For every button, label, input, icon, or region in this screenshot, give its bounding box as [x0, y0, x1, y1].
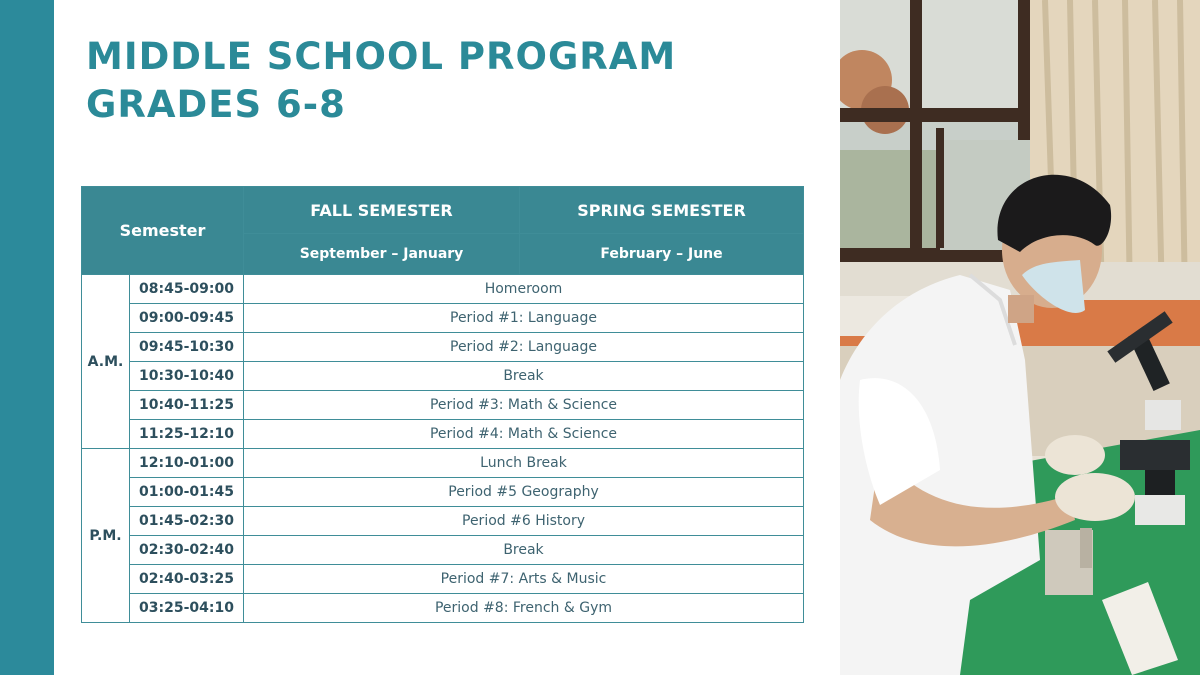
time-cell: 01:45-02:30 [130, 507, 244, 536]
time-cell: 11:25-12:10 [130, 420, 244, 449]
am-block-label: A.M. [82, 275, 130, 449]
table-row [82, 565, 804, 594]
subject-cell: Period #4: Math & Science [244, 420, 804, 449]
title-line-1: MIDDLE SCHOOL PROGRAM [86, 35, 677, 78]
title-line-2: GRADES 6-8 [86, 83, 346, 126]
table-row [82, 449, 804, 478]
time-cell: 08:45-09:00 [130, 275, 244, 304]
table-row [82, 275, 804, 304]
time-cell: 09:45-10:30 [130, 333, 244, 362]
subject-cell: Homeroom [244, 275, 804, 304]
table-row [82, 594, 804, 623]
time-cell: 10:40-11:25 [130, 391, 244, 420]
subject-cell: Period #7: Arts & Music [244, 565, 804, 594]
fall-semester-header: FALL SEMESTER [244, 187, 520, 234]
table-row [82, 304, 804, 333]
table-row [82, 478, 804, 507]
time-cell: 12:10-01:00 [130, 449, 244, 478]
subject-cell: Break [244, 362, 804, 391]
table-row [82, 391, 804, 420]
subject-cell: Lunch Break [244, 449, 804, 478]
time-cell: 03:25-04:10 [130, 594, 244, 623]
fall-semester-range: September – January [244, 234, 520, 275]
subject-cell: Period #2: Language [244, 333, 804, 362]
time-cell: 02:30-02:40 [130, 536, 244, 565]
subject-cell: Period #3: Math & Science [244, 391, 804, 420]
table-row [82, 507, 804, 536]
time-cell: 10:30-10:40 [130, 362, 244, 391]
subject-cell: Period #5 Geography [244, 478, 804, 507]
spring-semester-header: SPRING SEMESTER [520, 187, 804, 234]
time-cell: 09:00-09:45 [130, 304, 244, 333]
subject-cell: Period #8: French & Gym [244, 594, 804, 623]
spring-semester-range: February – June [520, 234, 804, 275]
time-cell: 01:00-01:45 [130, 478, 244, 507]
subject-cell: Period #6 History [244, 507, 804, 536]
slide-content [54, 0, 840, 675]
table-row [82, 362, 804, 391]
subject-cell: Period #1: Language [244, 304, 804, 333]
page-title [86, 33, 676, 129]
pm-block-label: P.M. [82, 449, 130, 623]
time-cell: 02:40-03:25 [130, 565, 244, 594]
semester-header: Semester [82, 187, 244, 275]
student-microscope-photo [840, 0, 1200, 675]
table-row [82, 536, 804, 565]
table-row [82, 333, 804, 362]
table-row [82, 420, 804, 449]
schedule-table [81, 186, 804, 623]
subject-cell: Break [244, 536, 804, 565]
accent-sidebar [0, 0, 54, 675]
